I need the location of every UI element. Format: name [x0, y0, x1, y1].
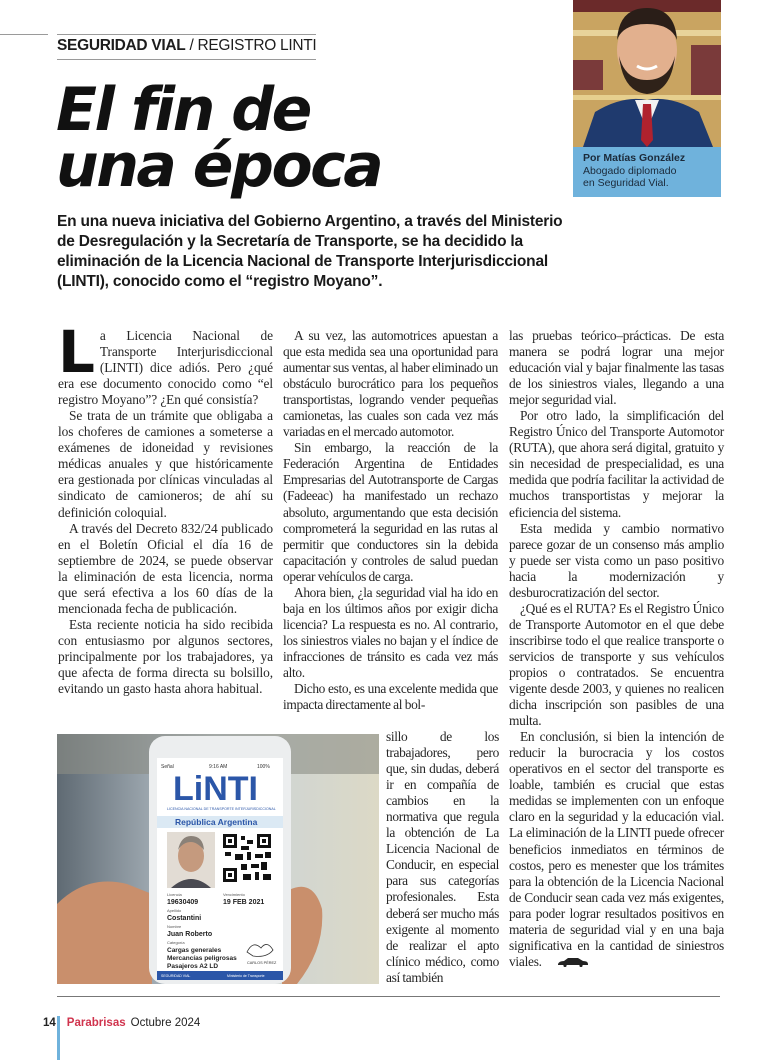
- card-footer-left: SEGURIDAD VIAL: [161, 974, 191, 978]
- author-byline: [583, 152, 685, 190]
- paragraph: A su vez, las automotrices apuestan a que esta medida sea una oportunidad para aumentar sus ventas, al haber eliminado un obstáculo burocrático para los pequeños transportistas, logrando vender pequeñas camionetas, las cuales son cada vez más variadas en el mercado automotor.: [283, 328, 498, 440]
- paragraph: Se trata de un trámite que obligaba a los choferes de camiones a someterse a exámenes de idoneidad y revisiones médicas anuales y que históricamente era gestionada por clínicas vinculadas al sindicato de camioneros; de ahí su definición coloquial.: [58, 408, 273, 520]
- linti-logo: LiNTI: [173, 770, 258, 808]
- top-rule: [0, 34, 48, 35]
- issue-date: Octubre 2024: [130, 1017, 201, 1029]
- title-line-1: El fin de: [56, 75, 310, 145]
- status-time: 9:16 AM: [209, 764, 228, 770]
- paragraph: ¿Qué es el RUTA? Es el Registro Único de Transporte Automotor en el que debe inscribirse todo el que realice transporte o servicios de transporte y sus vehículos propios o contratados. Se encuentra vigente desde 2003, y quienes no realicen dicha inscripción son pasibles de una multa.: [509, 600, 724, 729]
- page-number: 14: [43, 1017, 56, 1029]
- drop-cap: L: [58, 318, 95, 386]
- paragraph: Ahora bien, ¿la seguridad vial ha ido en baja en los últimos años por exigir dicha licencia? La respuesta es no. Al contrario, los siniestros viales no bajan y el índice de infracciones de tránsito es cada vez más alto.: [283, 584, 498, 680]
- bottom-rule: [57, 996, 720, 997]
- section-label: SEGURIDAD VIAL: [57, 37, 186, 54]
- subsection-label: REGISTRO LINTI: [197, 37, 317, 54]
- paragraph: Esta medida y cambio normativo parece gozar de un consenso más amplio y puede ser vista como un paso positivo hacia la modernización y desburocratización del sector.: [509, 520, 724, 600]
- category-1: Cargas generales: [167, 947, 222, 954]
- section-header: [57, 34, 316, 60]
- expiry-date: 19 FEB 2021: [223, 899, 265, 906]
- linti-logo-subtitle: LICENCIA NACIONAL DE TRANSPORTE INTERJURISDICCIONAL: [167, 807, 276, 811]
- surname-label: Apellido: [167, 908, 182, 913]
- card-footer-right: Ministerio de Transporte: [227, 974, 265, 978]
- paragraph: Dicho esto, es una excelente medida que impacta directamente al bol-: [283, 681, 498, 713]
- license-country: República Argentina: [175, 817, 258, 827]
- paragraph: Esta reciente noticia ha sido recibida con entusiasmo por algunos sectores, principalmente por los trabajadores, ya que afecta de forma directa su bolsillo, evitando un gasto hasta ahora habitual.: [58, 616, 273, 697]
- author-box: [573, 0, 721, 197]
- status-battery: 100%: [257, 764, 270, 770]
- expiry-label: Vencimiento: [223, 892, 245, 897]
- paragraph-text: a Licencia Nacional de Transporte Interjurisdiccional (LINTI) dice adiós. Pero ¿qué era ese documento conocido como “el registro Moyano”? ¿En qué consistía?: [58, 328, 273, 408]
- name-label: Nombre: [167, 924, 182, 929]
- paragraph: A través del Decreto 832/24 publicado en el Boletín Oficial el día 16 de septiembre de 2024, se puede observar la eliminación de esta licencia, norma que será efectiva a los 60 días de la mencionada fecha de publicación.: [58, 520, 273, 616]
- author-name: Por Matías González: [583, 152, 686, 164]
- magazine-name: Parabrisas: [66, 1017, 126, 1029]
- author-role-line-1: Abogado diplomado: [583, 164, 677, 177]
- author-photo: [573, 0, 721, 147]
- category-label: Categoría: [167, 940, 185, 945]
- paragraph: Por otro lado, la simplificación del Registro Único del Transporte Automotor (RUTA), que ahora será digital, gratuito y sin necesidad de prespecialidad, es una medida que podría facilitar la actividad de muchos transportistas y mejorar la eficiencia del sistema.: [509, 408, 724, 520]
- license-number-label: Licencia: [167, 892, 182, 897]
- paragraph: las pruebas teórico–prácticas. De esta manera se podrá lograr una mejor educación vial y bajar finalmente las tasas de los siniestros viales, llegando a una mejor seguridad vial.: [509, 328, 724, 408]
- paragraph: [58, 318, 273, 408]
- author-role-line-2: en Seguridad Vial.: [583, 177, 669, 189]
- body-column-3: [509, 328, 724, 971]
- article-title: [56, 75, 382, 201]
- surname-value: Costantini: [167, 915, 202, 922]
- name-value: Juan Roberto: [167, 931, 213, 938]
- paragraph: [509, 729, 724, 971]
- footer-accent-bar: [57, 1016, 60, 1060]
- body-column-2: [283, 328, 498, 713]
- body-column-2-continuation: sillo de los trabajadores, pero que, sin dudas, deberá ir en compañía de cambios en la normativa que regula la obtención de La Licencia Nacional de Conducir, en especial para sus categorías profesionales. Esta deberá ser mucho más exigente al momento de realizar el apto clínico médico, como así también: [386, 729, 499, 985]
- category-2: Mercancías peligrosas: [167, 955, 237, 962]
- signature-name: CARLOS PÉREZ: [247, 961, 277, 965]
- section-separator: /: [189, 37, 194, 54]
- status-carrier: Señal: [161, 764, 174, 770]
- title-line-2: una época: [56, 131, 382, 201]
- car-end-mark-icon: [545, 955, 590, 971]
- qr-code: [223, 834, 271, 882]
- page-footer: [43, 1016, 200, 1030]
- category-3: Pasajeros A2 LD: [167, 963, 219, 970]
- paragraph-text: En conclusión, si bien la intención de reducir la burocracia y los costos operativos en el sector del transporte es loable, también es crucial que estas medidas se implementen con un enfoque claro en la seguridad y la educación vial. La eliminación de la LINTI puede ofrecer beneficios inmediatos en términos de costos, pero es menester que los trámites para la obtención de la Licencia Nacional de Conducir sean cada vez más exigentes, para poder lograr resultados positivos en materia de seguridad vial y en una baja significativa en la cantidad de siniestros viales.: [509, 729, 724, 969]
- article-deck: En una nueva iniciativa del Gobierno Argentino, a través del Ministerio de Desregulación y la Secretaría de Transporte, se ha decidido la eliminación de la Licencia Nacional de Transporte Interjurisdiccional (LINTI), conocido como el “registro Moyano”.: [57, 213, 563, 290]
- license-number: 19630409: [167, 899, 199, 906]
- paragraph: Sin embargo, la reacción de la Federación Argentina de Entidades Empresarias del Autotransporte de Cargas (Fadeeac) ha manifestado un rechazo absoluto, argumentando que esta decisión comprometerá la seguridad en las rutas al permitir que conductores sin la debida capacitación y controles de salud puedan operar vehículos de carga.: [283, 440, 498, 584]
- body-column-1: [58, 318, 273, 697]
- linti-app-photo: [57, 734, 379, 984]
